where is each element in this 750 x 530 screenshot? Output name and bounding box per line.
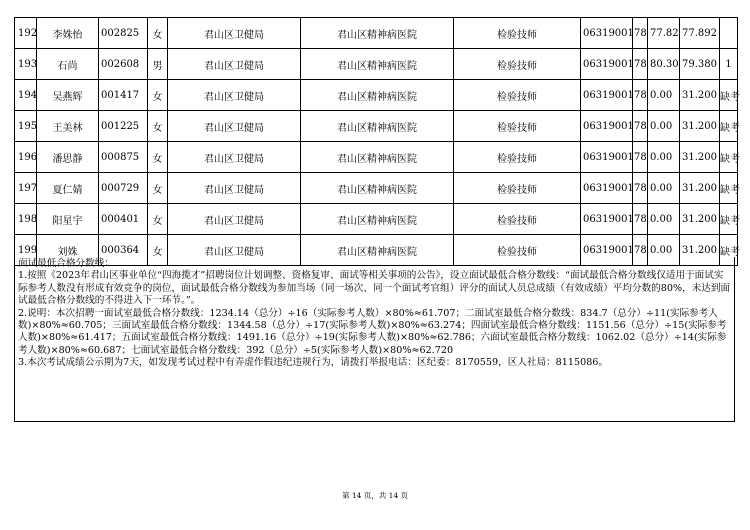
candidate-id-cell: 001417	[99, 80, 148, 111]
rank-cell: 缺考	[720, 204, 738, 235]
post-code-cell: 06319001	[581, 49, 633, 80]
total-score-cell: 79.380	[680, 49, 720, 80]
post-cell: 检验技师	[454, 111, 581, 142]
candidate-id-cell: 000875	[99, 142, 148, 173]
interview-score-cell: 0.00	[648, 80, 680, 111]
gender-cell: 男	[148, 49, 168, 80]
seq-cell: 194	[15, 80, 37, 111]
unit-cell: 君山区精神病医院	[301, 49, 454, 80]
interview-score-cell: 0.00	[648, 142, 680, 173]
table-row	[15, 173, 738, 204]
table-row	[15, 142, 738, 173]
post-code-cell: 06319001	[581, 111, 633, 142]
seq-cell: 198	[15, 204, 37, 235]
gender-cell: 女	[148, 204, 168, 235]
seq-cell: 192	[15, 18, 37, 49]
total-score-cell: 31.200	[680, 235, 720, 266]
department-cell: 君山区卫健局	[168, 18, 301, 49]
name-cell: 王美林	[37, 111, 99, 142]
table-row	[15, 18, 738, 49]
seq-cell: 195	[15, 111, 37, 142]
total-score-cell: 31.200	[680, 111, 720, 142]
unit-cell: 君山区精神病医院	[301, 142, 454, 173]
post-code-cell: 06319001	[581, 80, 633, 111]
written-score-cell: 78	[633, 80, 648, 111]
interview-score-cell: 80.30	[648, 49, 680, 80]
gender-cell: 女	[148, 18, 168, 49]
post-code-cell: 06319001	[581, 142, 633, 173]
name-cell: 石尚	[37, 49, 99, 80]
rank-cell: 缺考	[720, 235, 738, 266]
total-score-cell: 31.200	[680, 142, 720, 173]
name-cell: 夏仁婧	[37, 173, 99, 204]
interview-score-cell: 0.00	[648, 235, 680, 266]
post-cell: 检验技师	[454, 142, 581, 173]
post-code-cell: 06319001	[581, 204, 633, 235]
table-row	[15, 111, 738, 142]
name-cell: 吴燕辉	[37, 80, 99, 111]
name-cell: 阳星宇	[37, 204, 99, 235]
candidate-id-cell: 001225	[99, 111, 148, 142]
notes-item-3: 3.本次考试成绩公示期为7天，如发现考试过程中有弄虚作假违纪违规行为，请拨打举报电话：区纪委：8170559，区人社局：8115086。	[18, 357, 608, 369]
unit-cell: 君山区精神病医院	[301, 80, 454, 111]
notes-section	[14, 257, 735, 422]
rank-cell: 缺考	[720, 111, 738, 142]
post-cell: 检验技师	[454, 204, 581, 235]
name-cell: 刘姝	[37, 235, 99, 266]
gender-cell: 女	[148, 173, 168, 204]
department-cell: 君山区卫健局	[168, 235, 301, 266]
gender-cell: 女	[148, 80, 168, 111]
unit-cell: 君山区精神病医院	[301, 111, 454, 142]
name-cell: 潘思静	[37, 142, 99, 173]
post-code-cell: 06319001	[581, 235, 633, 266]
seq-cell: 197	[15, 173, 37, 204]
results-table	[14, 17, 738, 266]
gender-cell: 女	[148, 111, 168, 142]
rank-cell: 缺考	[720, 173, 738, 204]
notes-item-2: 2.说明：本次招聘一面试室最低合格分数线：1234.14（总分）÷16（实际参考人数）×80%≈61.707；二面试室最低合格分数线：834.7（总分）÷11(实际参考人数)×80%≈60.705；三面试室最低合格分数线：1344.58（总分）÷17(实际参考人数)×80%≈63.274；四面试室最低合格分数线：1151.56（总分）÷15(实际参考人数)×80%≈61.417；五面试室最低合格分数线：1491.16（总分）÷19(实际参考人数)×80%≈62.786；六面试室最低合格分数线：1062.02（总分）÷14(实际参考人数)×80%≈60.687；七面试室最低合格分数线：392（总分）÷5(实际参考人数)×80%≈62.720	[18, 307, 727, 356]
post-cell: 检验技师	[454, 235, 581, 266]
candidate-id-cell: 000729	[99, 173, 148, 204]
table-row	[15, 204, 738, 235]
seq-cell: 193	[15, 49, 37, 80]
interview-score-cell: 0.00	[648, 173, 680, 204]
unit-cell: 君山区精神病医院	[301, 18, 454, 49]
post-cell: 检验技师	[454, 18, 581, 49]
department-cell: 君山区卫健局	[168, 173, 301, 204]
written-score-cell: 78	[633, 18, 648, 49]
notes-item-1: 1.按照《2023年君山区事业单位“四海揽才”招聘岗位计划调整、资格复审、面试等相关事项的公告》，设立面试最低合格分数线：“面试最低合格分数线仅适用于面试实际参考人数没有形成有效竞争的岗位，面试最低合格分数线为参加当场（同一场次、同一个面试考官组）评分的面试人员总成绩（有效成绩）平均分数的80%，未达到面试最低合格分数线的不得进入下一环节。”。	[18, 270, 731, 307]
candidate-id-cell: 000364	[99, 235, 148, 266]
page-footer: 第 14 页，共 14 页	[341, 491, 409, 500]
post-code-cell: 06319001	[581, 173, 633, 204]
interview-score-cell: 77.82	[648, 18, 680, 49]
post-cell: 检验技师	[454, 80, 581, 111]
total-score-cell: 31.200	[680, 80, 720, 111]
department-cell: 君山区卫健局	[168, 49, 301, 80]
written-score-cell: 78	[633, 142, 648, 173]
rank-cell: 缺考	[720, 80, 738, 111]
unit-cell: 君山区精神病医院	[301, 235, 454, 266]
unit-cell: 君山区精神病医院	[301, 173, 454, 204]
gender-cell: 女	[148, 142, 168, 173]
post-code-cell: 06319001	[581, 18, 633, 49]
interview-score-cell: 0.00	[648, 204, 680, 235]
unit-cell: 君山区精神病医院	[301, 204, 454, 235]
department-cell: 君山区卫健局	[168, 111, 301, 142]
written-score-cell: 78	[633, 235, 648, 266]
table-row	[15, 80, 738, 111]
rank-cell: 缺考	[720, 142, 738, 173]
name-cell: 李姝怡	[37, 18, 99, 49]
written-score-cell: 78	[633, 173, 648, 204]
results-table-body	[15, 18, 738, 266]
notes-heading: 面试最低合格分数线：	[18, 258, 114, 269]
candidate-id-cell: 002825	[99, 18, 148, 49]
total-score-cell: 77.892	[680, 18, 720, 49]
total-score-cell: 31.200	[680, 173, 720, 204]
rank-cell	[720, 18, 738, 49]
table-row	[15, 49, 738, 80]
post-cell: 检验技师	[454, 49, 581, 80]
department-cell: 君山区卫健局	[168, 142, 301, 173]
seq-cell: 196	[15, 142, 37, 173]
written-score-cell: 78	[633, 49, 648, 80]
candidate-id-cell: 002608	[99, 49, 148, 80]
rank-cell: 1	[720, 49, 738, 80]
post-cell: 检验技师	[454, 173, 581, 204]
interview-score-cell: 0.00	[648, 111, 680, 142]
candidate-id-cell: 000401	[99, 204, 148, 235]
written-score-cell: 78	[633, 204, 648, 235]
written-score-cell: 78	[633, 111, 648, 142]
department-cell: 君山区卫健局	[168, 80, 301, 111]
seq-cell: 199	[15, 235, 37, 266]
total-score-cell: 31.200	[680, 204, 720, 235]
department-cell: 君山区卫健局	[168, 204, 301, 235]
gender-cell: 女	[148, 235, 168, 266]
